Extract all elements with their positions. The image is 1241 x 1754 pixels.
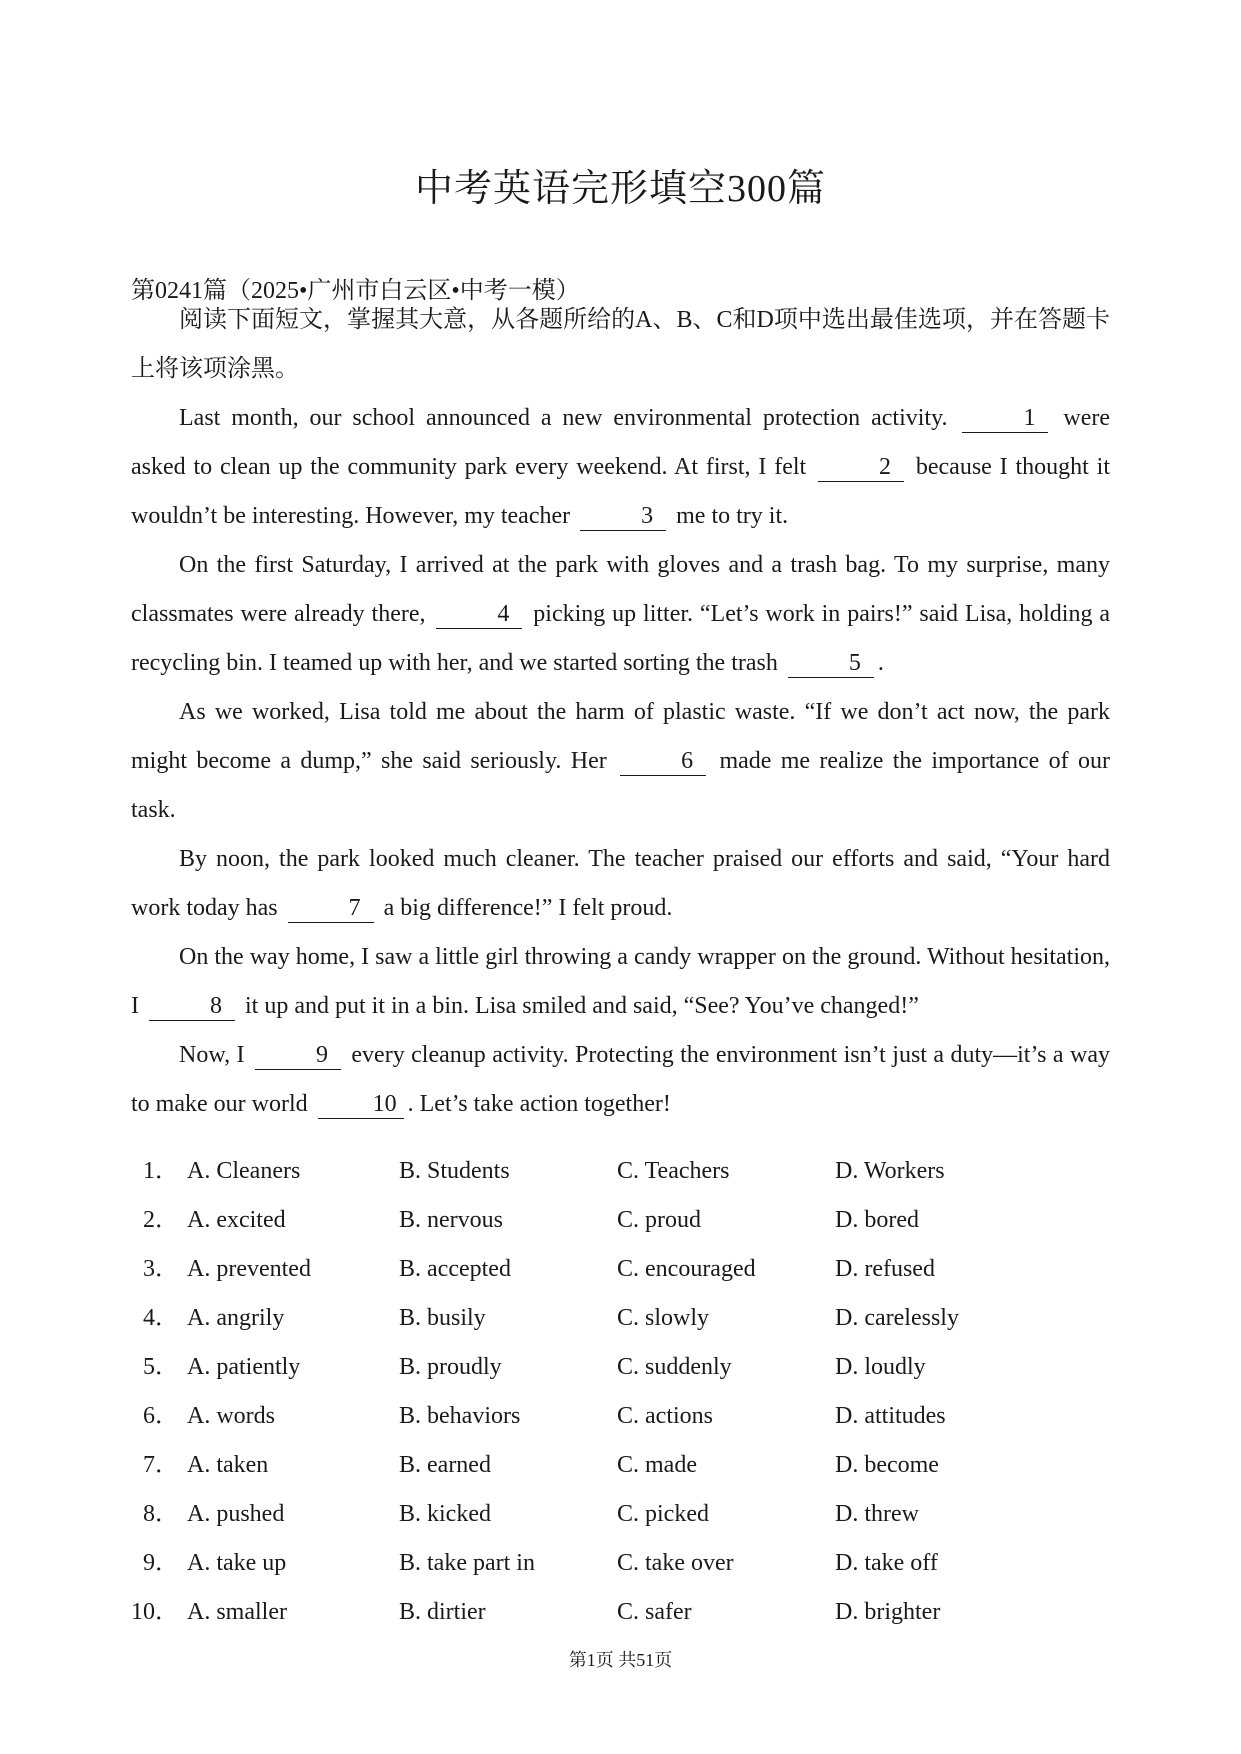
- option-a: A. smaller: [187, 1599, 287, 1625]
- passage-paragraph: [131, 835, 1110, 933]
- option-a: A. pushed: [187, 1501, 285, 1527]
- question-number: 9．: [143, 1550, 179, 1576]
- option-d: D. threw: [835, 1501, 919, 1527]
- option-c: C. picked: [617, 1501, 709, 1527]
- passage-text: Last month, our school announced a new environmental protection activity.: [179, 405, 959, 431]
- option-row: [131, 1392, 1111, 1441]
- blank-number: 7: [288, 894, 374, 923]
- passage-paragraph: [131, 541, 1110, 688]
- blank-number: 2: [818, 453, 904, 482]
- page-footer: 第1页 共51页: [568, 1650, 673, 1670]
- passage-paragraph: [131, 1031, 1110, 1129]
- passage-text: .: [877, 650, 884, 676]
- option-a: A. prevented: [187, 1256, 311, 1282]
- passage-text: As we worked, Lisa told me about the harm of plastic waste. “If we don’t act now, the park might become a dump,” she said seriously. Her: [131, 699, 1110, 774]
- option-a: A. Cleaners: [187, 1158, 301, 1184]
- passage-text: were asked to clean up the community park every weekend. At first, I felt: [131, 405, 1110, 480]
- option-c: C. encouraged: [617, 1256, 756, 1282]
- option-b: B. nervous: [399, 1207, 503, 1233]
- option-b: B. busily: [399, 1305, 486, 1331]
- option-c: C. proud: [617, 1207, 701, 1233]
- option-b: B. Students: [399, 1158, 510, 1184]
- option-d: D. brighter: [835, 1599, 941, 1625]
- passage-text: every cleanup activity. Protecting the environment isn’t just a duty—it’s a way to make our world: [131, 1042, 1110, 1117]
- question-number: 1．: [143, 1158, 179, 1184]
- option-c: C. Teachers: [617, 1158, 730, 1184]
- option-b: B. behaviors: [399, 1403, 521, 1429]
- option-row: [131, 1539, 1111, 1588]
- option-row: [131, 1490, 1111, 1539]
- option-d: D. loudly: [835, 1354, 926, 1380]
- question-number: 10．: [131, 1599, 179, 1625]
- passage-paragraph: [131, 933, 1110, 1031]
- blank-number: 6: [620, 747, 706, 776]
- blank-number: 10: [318, 1090, 404, 1119]
- passage-text: By noon, the park looked much cleaner. The teacher praised our efforts and said, “Your hard work today has: [131, 846, 1110, 921]
- option-c: C. suddenly: [617, 1354, 732, 1380]
- option-row: [131, 1147, 1111, 1196]
- option-c: C. take over: [617, 1550, 734, 1576]
- option-row: [131, 1245, 1111, 1294]
- blank-number: 3: [580, 502, 666, 531]
- option-c: C. slowly: [617, 1305, 710, 1331]
- passage-paragraphs: [131, 394, 1110, 1129]
- passage-text: Now, I: [179, 1042, 251, 1068]
- option-c: C. made: [617, 1452, 697, 1478]
- passage-text: a big difference!” I felt proud.: [377, 895, 673, 921]
- passage-text: it up and put it in a bin. Lisa smiled and said, “See? You’ve changed!”: [239, 993, 919, 1019]
- passage-text: On the first Saturday, I arrived at the park with gloves and a trash bag. To my surprise, many classmates were already there,: [131, 552, 1110, 627]
- passage-body: [131, 296, 1110, 1129]
- option-d: D. refused: [835, 1256, 935, 1282]
- passage-text: On the way home, I saw a little girl throwing a candy wrapper on the ground. Without hesitation, I: [131, 944, 1110, 1019]
- option-a: A. words: [187, 1403, 275, 1429]
- option-b: B. take part in: [399, 1550, 535, 1576]
- question-number: 7．: [143, 1452, 179, 1478]
- option-d: D. bored: [835, 1207, 919, 1233]
- passage-text: made me realize the importance of our task.: [131, 748, 1110, 823]
- option-a: A. patiently: [187, 1354, 301, 1380]
- blank-number: 8: [149, 992, 235, 1021]
- passage-paragraph: [131, 394, 1110, 541]
- passage-text: picking up litter. “Let’s work in pairs!” said Lisa, holding a recycling bin. I teamed up with her, and we started sorting the trash: [131, 601, 1110, 676]
- section-heading: 第0241篇（2025•广州市白云区•中考一模）: [131, 278, 580, 304]
- option-row: [131, 1196, 1111, 1245]
- option-d: D. become: [835, 1452, 939, 1478]
- option-b: B. proudly: [399, 1354, 502, 1380]
- answer-options: [131, 1147, 1111, 1637]
- option-a: A. excited: [187, 1207, 286, 1233]
- blank-number: 1: [962, 404, 1048, 433]
- blank-number: 4: [436, 600, 522, 629]
- option-row: [131, 1588, 1111, 1637]
- question-number: 3．: [143, 1256, 179, 1282]
- option-a: A. taken: [187, 1452, 269, 1478]
- document-title: 中考英语完形填空300篇: [414, 168, 826, 210]
- blank-number: 9: [255, 1041, 341, 1070]
- option-row: [131, 1441, 1111, 1490]
- passage-text: because I thought it wouldn’t be interesting. However, my teacher: [131, 454, 1110, 529]
- option-c: C. actions: [617, 1403, 713, 1429]
- passage-text: me to try it.: [670, 503, 789, 529]
- option-a: A. take up: [187, 1550, 287, 1576]
- option-d: D. take off: [835, 1550, 938, 1576]
- blank-number: 5: [788, 649, 874, 678]
- question-number: 6．: [143, 1403, 179, 1429]
- option-d: D. attitudes: [835, 1403, 946, 1429]
- question-number: 4．: [143, 1305, 179, 1331]
- question-number: 8．: [143, 1501, 179, 1527]
- option-b: B. accepted: [399, 1256, 511, 1282]
- instructions: 阅读下面短文，掌握其大意，从各题所给的A、B、C和D项中选出最佳选项，并在答题卡上将该项涂黑。: [131, 307, 1110, 382]
- passage-text: . Let’s take action together!: [407, 1091, 671, 1117]
- question-number: 2．: [143, 1207, 179, 1233]
- option-d: D. Workers: [835, 1158, 945, 1184]
- option-b: B. kicked: [399, 1501, 491, 1527]
- option-b: B. dirtier: [399, 1599, 486, 1625]
- option-a: A. angrily: [187, 1305, 285, 1331]
- option-c: C. safer: [617, 1599, 692, 1625]
- passage-paragraph: [131, 688, 1110, 835]
- option-row: [131, 1294, 1111, 1343]
- option-b: B. earned: [399, 1452, 491, 1478]
- option-d: D. carelessly: [835, 1305, 959, 1331]
- option-row: [131, 1343, 1111, 1392]
- question-number: 5．: [143, 1354, 179, 1380]
